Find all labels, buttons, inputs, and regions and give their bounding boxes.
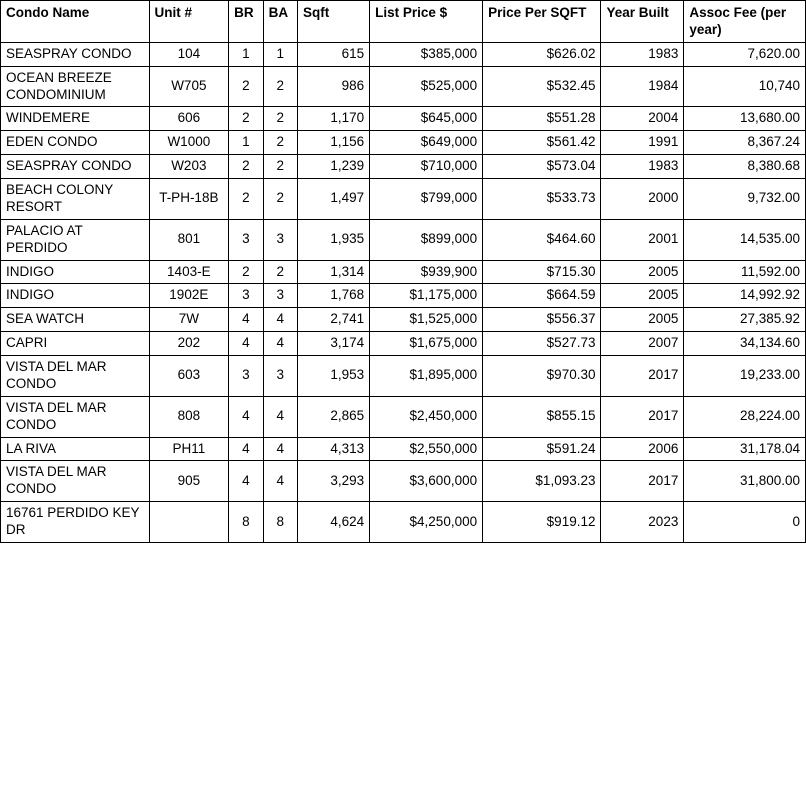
table-row xyxy=(1,260,806,284)
cell-assoc-fee: 8,380.68 xyxy=(684,155,806,179)
cell-sqft: 4,624 xyxy=(298,502,370,543)
cell-price-per-sqft: $573.04 xyxy=(483,155,601,179)
cell-price-per-sqft: $464.60 xyxy=(483,219,601,260)
cell-br: 2 xyxy=(229,155,263,179)
cell-assoc-fee: 28,224.00 xyxy=(684,396,806,437)
cell-br: 2 xyxy=(229,179,263,220)
cell-condo-name: SEASPRAY CONDO xyxy=(1,155,150,179)
cell-br: 1 xyxy=(229,131,263,155)
cell-ba: 2 xyxy=(263,260,297,284)
cell-sqft: 986 xyxy=(298,66,370,107)
cell-price-per-sqft: $591.24 xyxy=(483,437,601,461)
cell-year-built: 2007 xyxy=(601,332,684,356)
table-row xyxy=(1,396,806,437)
cell-list-price: $1,675,000 xyxy=(370,332,483,356)
cell-year-built: 2006 xyxy=(601,437,684,461)
cell-year-built: 2005 xyxy=(601,260,684,284)
cell-list-price: $2,550,000 xyxy=(370,437,483,461)
cell-price-per-sqft: $561.42 xyxy=(483,131,601,155)
cell-br: 3 xyxy=(229,284,263,308)
cell-list-price: $1,895,000 xyxy=(370,356,483,397)
cell-sqft: 4,313 xyxy=(298,437,370,461)
cell-sqft: 1,314 xyxy=(298,260,370,284)
cell-br: 4 xyxy=(229,332,263,356)
cell-year-built: 2004 xyxy=(601,107,684,131)
table-header-row xyxy=(1,1,806,43)
cell-unit: 808 xyxy=(149,396,229,437)
cell-unit: 7W xyxy=(149,308,229,332)
cell-year-built: 1983 xyxy=(601,155,684,179)
cell-condo-name: VISTA DEL MAR CONDO xyxy=(1,396,150,437)
cell-condo-name: SEASPRAY CONDO xyxy=(1,42,150,66)
cell-price-per-sqft: $533.73 xyxy=(483,179,601,220)
table-row xyxy=(1,66,806,107)
table-row xyxy=(1,502,806,543)
cell-unit: 603 xyxy=(149,356,229,397)
cell-assoc-fee: 31,178.04 xyxy=(684,437,806,461)
cell-list-price: $799,000 xyxy=(370,179,483,220)
cell-list-price: $525,000 xyxy=(370,66,483,107)
cell-sqft: 1,239 xyxy=(298,155,370,179)
cell-sqft: 615 xyxy=(298,42,370,66)
cell-assoc-fee: 31,800.00 xyxy=(684,461,806,502)
cell-price-per-sqft: $556.37 xyxy=(483,308,601,332)
cell-year-built: 2017 xyxy=(601,356,684,397)
cell-assoc-fee: 19,233.00 xyxy=(684,356,806,397)
cell-br: 4 xyxy=(229,308,263,332)
cell-ba: 2 xyxy=(263,131,297,155)
cell-condo-name: PALACIO AT PERDIDO xyxy=(1,219,150,260)
cell-unit: 606 xyxy=(149,107,229,131)
cell-sqft: 2,741 xyxy=(298,308,370,332)
cell-br: 8 xyxy=(229,502,263,543)
cell-ba: 4 xyxy=(263,396,297,437)
cell-sqft: 3,293 xyxy=(298,461,370,502)
cell-br: 2 xyxy=(229,66,263,107)
cell-br: 4 xyxy=(229,396,263,437)
cell-unit: 1403-E xyxy=(149,260,229,284)
cell-price-per-sqft: $664.59 xyxy=(483,284,601,308)
cell-list-price: $649,000 xyxy=(370,131,483,155)
column-header-br: BR xyxy=(229,1,263,43)
cell-condo-name: CAPRI xyxy=(1,332,150,356)
cell-br: 1 xyxy=(229,42,263,66)
cell-condo-name: VISTA DEL MAR CONDO xyxy=(1,356,150,397)
cell-assoc-fee: 7,620.00 xyxy=(684,42,806,66)
cell-unit: W705 xyxy=(149,66,229,107)
cell-unit: T-PH-18B xyxy=(149,179,229,220)
column-header-price-per-sqft: Price Per SQFT xyxy=(483,1,601,43)
cell-condo-name: 16761 PERDIDO KEY DR xyxy=(1,502,150,543)
cell-year-built: 2017 xyxy=(601,461,684,502)
cell-ba: 3 xyxy=(263,284,297,308)
cell-unit: W203 xyxy=(149,155,229,179)
cell-year-built: 2005 xyxy=(601,308,684,332)
cell-assoc-fee: 11,592.00 xyxy=(684,260,806,284)
cell-assoc-fee: 34,134.60 xyxy=(684,332,806,356)
cell-condo-name: SEA WATCH xyxy=(1,308,150,332)
column-header-condo-name: Condo Name xyxy=(1,1,150,43)
cell-condo-name: LA RIVA xyxy=(1,437,150,461)
cell-unit xyxy=(149,502,229,543)
cell-assoc-fee: 13,680.00 xyxy=(684,107,806,131)
cell-br: 4 xyxy=(229,461,263,502)
cell-condo-name: INDIGO xyxy=(1,260,150,284)
table-row xyxy=(1,131,806,155)
cell-price-per-sqft: $855.15 xyxy=(483,396,601,437)
cell-condo-name: VISTA DEL MAR CONDO xyxy=(1,461,150,502)
cell-assoc-fee: 27,385.92 xyxy=(684,308,806,332)
cell-ba: 4 xyxy=(263,437,297,461)
cell-year-built: 1983 xyxy=(601,42,684,66)
cell-condo-name: OCEAN BREEZE CONDOMINIUM xyxy=(1,66,150,107)
cell-list-price: $1,525,000 xyxy=(370,308,483,332)
cell-assoc-fee: 9,732.00 xyxy=(684,179,806,220)
cell-ba: 1 xyxy=(263,42,297,66)
cell-ba: 8 xyxy=(263,502,297,543)
cell-ba: 2 xyxy=(263,155,297,179)
cell-ba: 2 xyxy=(263,107,297,131)
cell-sqft: 1,953 xyxy=(298,356,370,397)
cell-assoc-fee: 14,992.92 xyxy=(684,284,806,308)
cell-sqft: 3,174 xyxy=(298,332,370,356)
cell-price-per-sqft: $527.73 xyxy=(483,332,601,356)
cell-ba: 3 xyxy=(263,219,297,260)
cell-unit: 202 xyxy=(149,332,229,356)
cell-list-price: $2,450,000 xyxy=(370,396,483,437)
cell-sqft: 1,497 xyxy=(298,179,370,220)
table-row xyxy=(1,461,806,502)
cell-assoc-fee: 10,740 xyxy=(684,66,806,107)
table-row xyxy=(1,332,806,356)
cell-condo-name: EDEN CONDO xyxy=(1,131,150,155)
column-header-assoc-fee: Assoc Fee (per year) xyxy=(684,1,806,43)
cell-condo-name: BEACH COLONY RESORT xyxy=(1,179,150,220)
table-row xyxy=(1,107,806,131)
table-body xyxy=(1,42,806,542)
cell-condo-name: WINDEMERE xyxy=(1,107,150,131)
cell-sqft: 1,170 xyxy=(298,107,370,131)
table-row xyxy=(1,308,806,332)
cell-unit: 1902E xyxy=(149,284,229,308)
cell-ba: 4 xyxy=(263,461,297,502)
cell-list-price: $4,250,000 xyxy=(370,502,483,543)
table-row xyxy=(1,179,806,220)
cell-list-price: $899,000 xyxy=(370,219,483,260)
cell-assoc-fee: 8,367.24 xyxy=(684,131,806,155)
column-header-ba: BA xyxy=(263,1,297,43)
cell-year-built: 2005 xyxy=(601,284,684,308)
table-row xyxy=(1,437,806,461)
column-header-unit: Unit # xyxy=(149,1,229,43)
cell-list-price: $385,000 xyxy=(370,42,483,66)
cell-price-per-sqft: $532.45 xyxy=(483,66,601,107)
cell-price-per-sqft: $551.28 xyxy=(483,107,601,131)
cell-price-per-sqft: $1,093.23 xyxy=(483,461,601,502)
cell-price-per-sqft: $970.30 xyxy=(483,356,601,397)
cell-ba: 4 xyxy=(263,332,297,356)
cell-year-built: 2000 xyxy=(601,179,684,220)
cell-br: 3 xyxy=(229,219,263,260)
cell-br: 2 xyxy=(229,107,263,131)
cell-unit: PH11 xyxy=(149,437,229,461)
cell-year-built: 2017 xyxy=(601,396,684,437)
cell-ba: 4 xyxy=(263,308,297,332)
cell-sqft: 2,865 xyxy=(298,396,370,437)
cell-condo-name: INDIGO xyxy=(1,284,150,308)
table-header xyxy=(1,1,806,43)
column-header-year-built: Year Built xyxy=(601,1,684,43)
cell-ba: 2 xyxy=(263,66,297,107)
cell-assoc-fee: 14,535.00 xyxy=(684,219,806,260)
cell-year-built: 2001 xyxy=(601,219,684,260)
cell-year-built: 1984 xyxy=(601,66,684,107)
cell-list-price: $3,600,000 xyxy=(370,461,483,502)
cell-unit: 905 xyxy=(149,461,229,502)
cell-price-per-sqft: $715.30 xyxy=(483,260,601,284)
table-row xyxy=(1,155,806,179)
cell-unit: W1000 xyxy=(149,131,229,155)
cell-ba: 2 xyxy=(263,179,297,220)
cell-list-price: $939,900 xyxy=(370,260,483,284)
cell-price-per-sqft: $919.12 xyxy=(483,502,601,543)
cell-assoc-fee: 0 xyxy=(684,502,806,543)
column-header-sqft: Sqft xyxy=(298,1,370,43)
cell-unit: 801 xyxy=(149,219,229,260)
cell-price-per-sqft: $626.02 xyxy=(483,42,601,66)
cell-ba: 3 xyxy=(263,356,297,397)
table-row xyxy=(1,284,806,308)
cell-br: 3 xyxy=(229,356,263,397)
cell-list-price: $645,000 xyxy=(370,107,483,131)
cell-year-built: 1991 xyxy=(601,131,684,155)
cell-list-price: $710,000 xyxy=(370,155,483,179)
table-row xyxy=(1,42,806,66)
cell-unit: 104 xyxy=(149,42,229,66)
cell-sqft: 1,156 xyxy=(298,131,370,155)
cell-br: 2 xyxy=(229,260,263,284)
cell-list-price: $1,175,000 xyxy=(370,284,483,308)
cell-br: 4 xyxy=(229,437,263,461)
cell-sqft: 1,768 xyxy=(298,284,370,308)
cell-sqft: 1,935 xyxy=(298,219,370,260)
table-row xyxy=(1,356,806,397)
table-row xyxy=(1,219,806,260)
column-header-list-price: List Price $ xyxy=(370,1,483,43)
cell-year-built: 2023 xyxy=(601,502,684,543)
